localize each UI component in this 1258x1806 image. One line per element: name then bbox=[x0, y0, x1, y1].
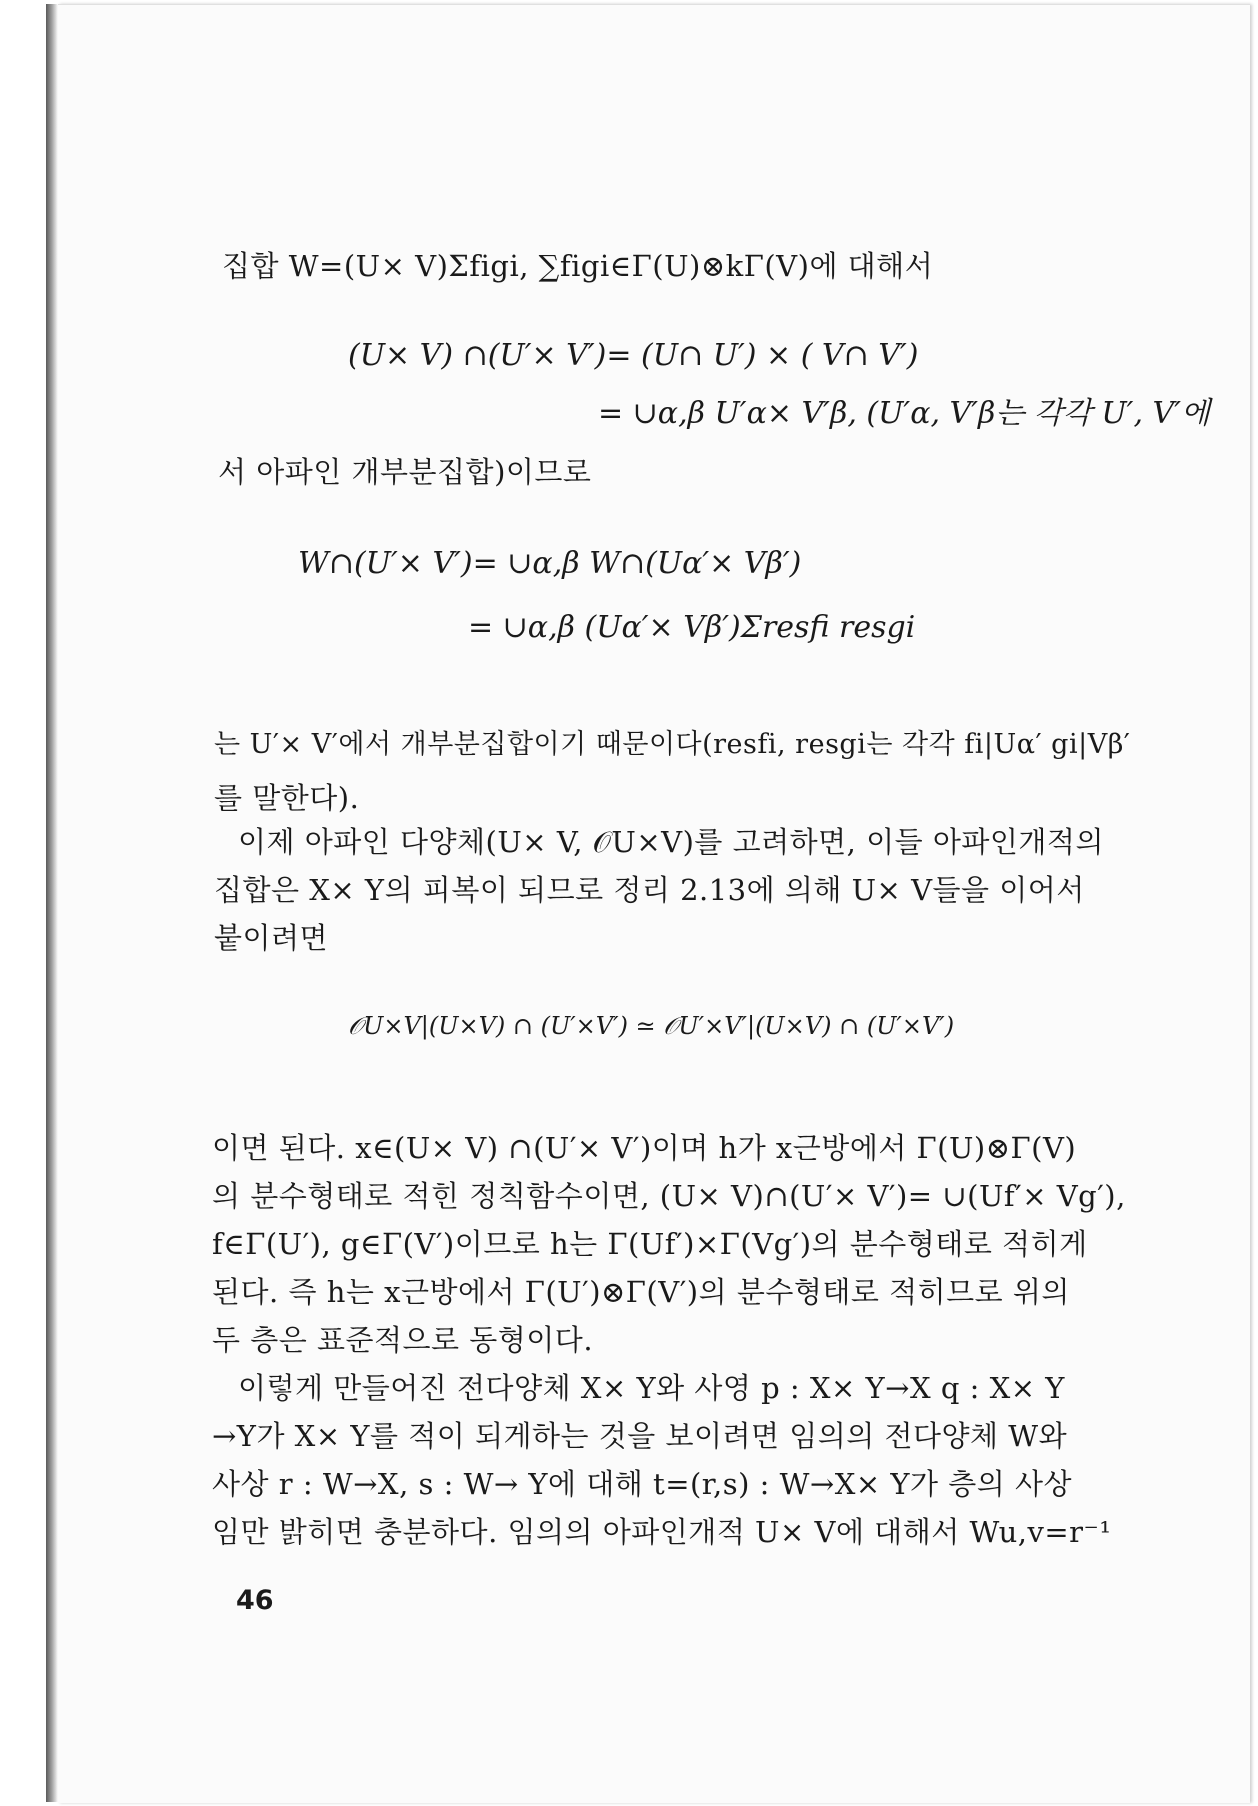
text-line-1: 집합 W=(U× V)Σfigi, ∑figi∈Γ(U)⊗kΓ(V)에 대해서 bbox=[222, 249, 934, 283]
text-line-12: 두 층은 표준적으로 동형이다. bbox=[212, 1323, 594, 1357]
text-line-7: 붙이려면 bbox=[214, 921, 329, 955]
text-line-13: 이렇게 만들어진 전다양체 X× Y와 사영 p : X× Y→X q : X× Y bbox=[238, 1371, 1065, 1405]
text-line-11: 된다. 즉 h는 x근방에서 Γ(U′)⊗Γ(V′)의 분수형태로 적히므로 위의 bbox=[212, 1275, 1070, 1309]
text-line-5: 이제 아파인 다양체(U× V, 𝒪U×V)를 고려하면, 이들 아파인개적의 bbox=[238, 825, 1104, 859]
book-binding bbox=[46, 4, 58, 1802]
text-line-15: 사상 r : W→X, s : W→ Y에 대해 t=(r,s) : W→X× Y가 층의 사상 bbox=[212, 1467, 1073, 1501]
text-line-8: 이면 된다. x∈(U× V) ∩(U′× V′)이며 h가 x근방에서 Γ(U)⊗Γ(V) bbox=[212, 1131, 1077, 1165]
display-equation-2: = ∪α,β U′α× V′β, (U′α, V′β는 각각 U′, V′에 bbox=[598, 396, 1210, 431]
display-equation-3: W∩(U′× V′)= ∪α,β W∩(Uα′× Vβ′) bbox=[298, 546, 802, 581]
text-line-14: →Y가 X× Y를 적이 되게하는 것을 보이려면 임의의 전다양체 W와 bbox=[212, 1419, 1068, 1453]
text-line-4: 를 말한다). bbox=[214, 781, 360, 815]
display-equation-5: 𝒪U×V|(U×V) ∩ (U′×V′) ≃ 𝒪U′×V′|(U×V) ∩ (U′×V′) bbox=[348, 1012, 955, 1040]
page-number: 46 bbox=[236, 1585, 274, 1616]
text-line-10: f∈Γ(U′), g∈Γ(V′)이므로 h는 Γ(Uf′)×Γ(Vg′)의 분수형태로 적히게 bbox=[212, 1227, 1088, 1261]
text-line-3: 는 U′× V′에서 개부분집합이기 때문이다(resfi, resgi는 각각 fi|Uα′ gi|Vβ′ bbox=[214, 729, 1131, 760]
display-equation-4: = ∪α,β (Uα′× Vβ′)Σresfi resgi bbox=[468, 610, 916, 645]
text-line-16: 임만 밝히면 충분하다. 임의의 아파인개적 U× V에 대해서 Wu,v=r⁻¹ bbox=[212, 1515, 1112, 1549]
text-line-9: 의 분수형태로 적힌 정칙함수이면, (U× V)∩(U′× V′)= ∪(Uf′× Vg′), bbox=[212, 1179, 1126, 1213]
text-line-2: 서 아파인 개부분집합)이므로 bbox=[218, 455, 592, 489]
text-line-6: 집합은 X× Y의 피복이 되므로 정리 2.13에 의해 U× V들을 이어서 bbox=[214, 873, 1085, 907]
display-equation-1: (U× V) ∩(U′× V′)= (U∩ U′) × ( V∩ V′) bbox=[348, 338, 919, 373]
